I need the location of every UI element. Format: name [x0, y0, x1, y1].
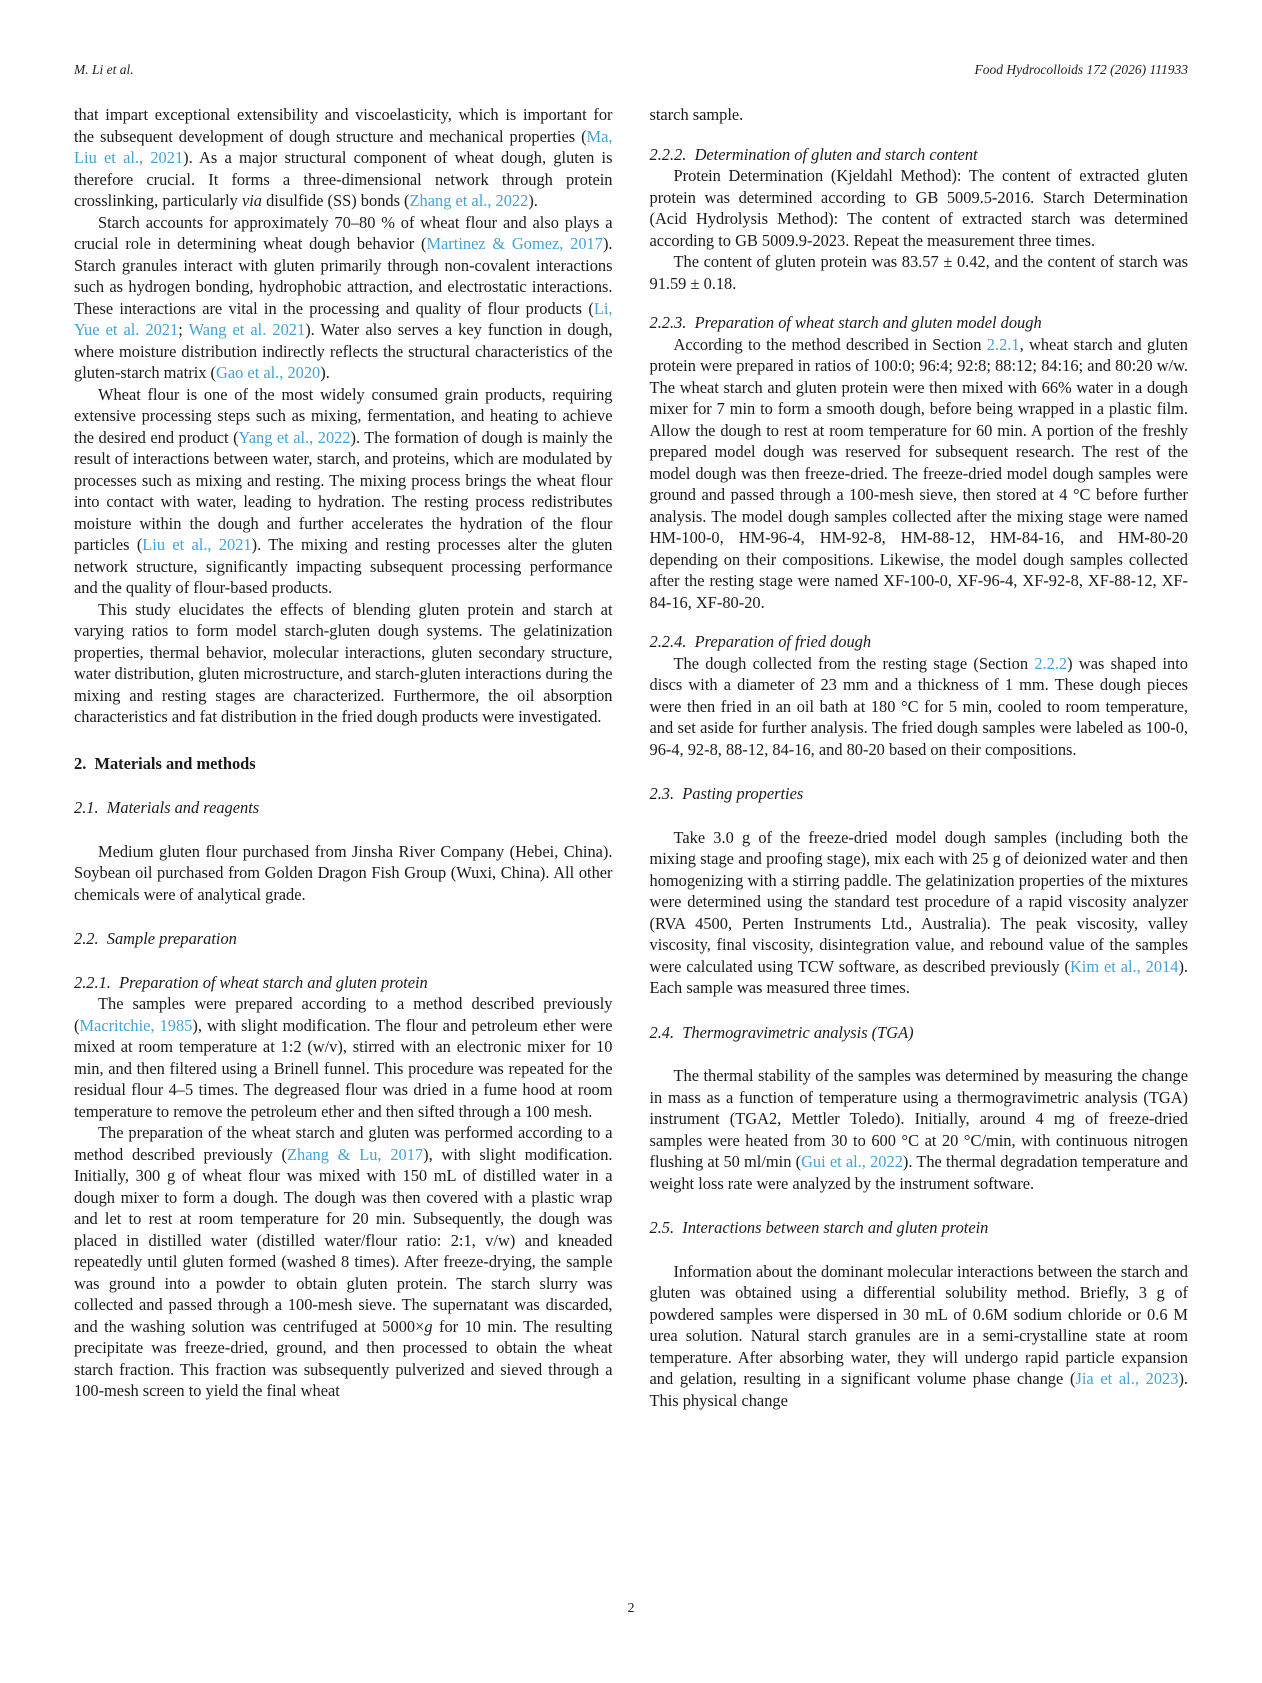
text-run: ). Starch granules interact with gluten primarily through non-covalent interactions such as hydrogen bonding, hydrophobic attraction, and electrostatic interactions. These interactions are vital in the processing and quality of flour products ( [74, 234, 613, 318]
paragraph [650, 165, 1189, 251]
paragraph [74, 841, 613, 906]
text-run: for 10 min. The resulting precipitate was freeze-dried, ground, and then processed to obtain the wheat starch fraction. This fraction was subsequently pulverized and sieved through a 100-mesh screen to yield the final wheat [74, 1316, 613, 1400]
citation-link[interactable]: Wang et al. 2021 [188, 320, 306, 339]
text-run: The preparation of the wheat starch and gluten was performed according to a method described previously ( [74, 1123, 613, 1164]
section-heading [74, 753, 613, 775]
citation-link[interactable]: Li, Yue et al. 2021 [74, 298, 613, 339]
text-run: 2.2.4. Preparation of fried dough [649, 632, 872, 651]
text-run: starch sample. [649, 105, 744, 124]
paragraph [650, 1261, 1189, 1412]
text-run: , wheat starch and gluten protein were prepared in ratios of 100:0; 96:4; 92:8; 88:12; 84:16; and 80:20 w/w. The wheat starch and gluten protein were then mixed with 66% water in a dough mixer for 7 min to form a smooth dough, before being wrapped in a plastic film. Allow the dough to rest at room temperature for 60 min. A portion of the freshly prepared model dough was reserved for subsequent research. The rest of the model dough was then freeze-dried. The freeze-dried model dough samples were ground and passed through a 100-mesh sieve, then stored at 4 °C before further analysis. The model dough samples collected after the mixing stage were named HM-100-0, HM-96-4, HM-92-8, HM-88-12, HM-84-16, and HM-80-20 depending on their compositions. Likewise, the model dough samples collected after the resting stage were named XF-100-0, XF-96-4, XF-92-8, XF-88-12, XF-84-16, XF-80-20. [649, 334, 1188, 612]
paragraph [74, 1122, 613, 1402]
section-heading [650, 144, 1189, 166]
citation-link[interactable]: Yang et al., 2022 [238, 427, 351, 447]
section-heading [74, 972, 613, 994]
section-heading [650, 1022, 1189, 1044]
text-run: The samples were prepared according to a method described previously ( [74, 994, 613, 1035]
text-run: disulfide (SS) bonds ( [262, 191, 410, 210]
paragraph [650, 827, 1189, 999]
paragraph [74, 599, 613, 728]
left-column [74, 104, 613, 1411]
citation-link[interactable]: Zhang et al., 2022 [409, 191, 529, 210]
section-heading [650, 783, 1189, 805]
emphasis-text: via [241, 191, 262, 210]
section-heading [650, 1217, 1189, 1239]
citation-link[interactable]: Jia et al., 2023 [1075, 1369, 1179, 1388]
text-run: Wheat flour is one of the most widely consumed grain products, requiring extensive processing steps such as mixing, fermentation, and heating to achieve the desired end product ( [74, 384, 613, 447]
text-run: 2.2.1. Preparation of wheat starch and gluten protein [74, 972, 428, 992]
text-run: ), with slight modification. Initially, 300 g of wheat flour was mixed with 150 mL of distilled water in a dough mixer to form a dough. The dough was then covered with a plastic wrap and let to rest at room temperature for 20 min. Subsequently, the dough was placed in distilled water (distilled water/flour ratio: 2:1, v/w) and kneaded repeatedly until gluten formed (washed 8 times). After freeze-drying, the sample was ground into a powder to obtain gluten protein. The starch slurry was collected and passed through a 100-mesh sieve. The supernatant was discarded, and the washing solution was centrifuged at 5000× [74, 1144, 613, 1336]
citation-link[interactable]: Gui et al., 2022 [801, 1152, 903, 1171]
paragraph [74, 993, 613, 1122]
text-run: ). Water also serves a key function in dough, where moisture distribution indirectly reflects the structural characteristics of the gluten-starch matrix ( [74, 320, 613, 382]
section-heading [74, 797, 613, 819]
citation-link[interactable]: Martinez & Gomez, 2017 [426, 234, 603, 253]
text-run: ). The mixing and resting processes alter the gluten network structure, significantly impacting subsequent processing performance and the quality of flour-based products. [74, 535, 613, 597]
section-heading [650, 312, 1189, 334]
emphasis-text: g [424, 1316, 433, 1336]
text-run: 2.2.2. Determination of gluten and starch content [649, 144, 978, 164]
text-run: 2.2.3. Preparation of wheat starch and gluten model dough [649, 313, 1042, 332]
citation-link[interactable]: Zhang & Lu, 2017 [287, 1144, 424, 1164]
section-heading [74, 928, 613, 950]
text-run: ; [178, 320, 189, 339]
paragraph [650, 104, 1189, 126]
text-run: The thermal stability of the samples was determined by measuring the change in mass as a function of temperature using a thermogravimetric analysis (TGA) instrument (TGA2, Mettler Toledo). Initially, around 4 mg of freeze-dried samples were heated from 30 to 600 °C at 20 °C/min, with continuous nitrogen flushing at 50 ml/min ( [649, 1066, 1188, 1171]
citation-link[interactable]: Kim et al., 2014 [1069, 956, 1179, 976]
citation-link[interactable]: Macritchie, 1985 [79, 1015, 193, 1035]
citation-link[interactable]: Ma, Liu et al., 2021 [74, 126, 613, 167]
text-run: that impart exceptional extensibility and viscoelasticity, which is important for the subsequent development of dough structure and mechanical properties ( [74, 105, 613, 146]
citation-link[interactable]: Gao et al., 2020 [216, 363, 321, 382]
text-run: ). The formation of dough is mainly the result of interactions between water, starch, and proteins, which are modulated by processes such as mixing and resting. The mixing process brings the wheat flour into contact with water, leading to hydration. The resting process redistributes moisture within the dough and further accelerates the hydration of the flour particles ( [74, 427, 613, 554]
text-run: The content of gluten protein was 83.57 ± 0.42, and the content of starch was 91.59 ± 0.18. [649, 252, 1188, 293]
text-run: Starch accounts for approximately 70–80 % of wheat flour and also plays a crucial role in determining wheat dough behavior ( [74, 212, 613, 253]
text-run: 2.5. Interactions between starch and gluten protein [649, 1218, 989, 1237]
text-run: ). The thermal degradation temperature and weight loss rate were analyzed by the instrument software. [649, 1152, 1188, 1193]
text-run: ). [320, 363, 330, 382]
page-number: 2 [627, 1601, 635, 1616]
text-run: Protein Determination (Kjeldahl Method): The content of extracted gluten protein was determined according to GB 5009.5-2016. Starch Determination (Acid Hydrolysis Method): The content of extracted starch was determined according to GB 5009.9-2023. Repeat the measurement three times. [649, 166, 1188, 250]
text-run: Medium gluten flour purchased from Jinsha River Company (Hebei, China). Soybean oil purchased from Golden Dragon Fish Group (Wuxi, China). All other chemicals were of analytical grade. [74, 841, 613, 904]
paragraph [650, 1065, 1189, 1194]
paragraph [74, 104, 613, 212]
text-run: ). [528, 191, 538, 210]
paragraph [74, 212, 613, 384]
text-run: ). This physical change [649, 1369, 1188, 1410]
paragraph [650, 251, 1189, 294]
two-column-body [74, 104, 1188, 1411]
text-run: The dough collected from the resting stage (Section [673, 653, 1035, 673]
section-heading [650, 631, 1189, 653]
text-run: 2.3. Pasting properties [649, 784, 804, 803]
text-run: Information about the dominant molecular interactions between the starch and gluten was obtained using a differential solubility method. Briefly, 3 g of powdered samples were dispersed in 30 mL of 0.6M sodium chloride or 0.6 M urea solution. Natural starch granules are in a semi-crystalline state at room temperature. After absorbing water, they will undergo rapid particle expansion and gelation, resulting in a significant volume phase change ( [649, 1261, 1188, 1388]
paragraph [650, 334, 1189, 614]
text-run: ), with slight modification. The flour and petroleum ether were mixed at room temperature at 1:2 (w/v), stirred with an electronic mixer for 10 min, and then filtered using a Brinell funnel. This procedure was repeated for the residual flour 4–5 times. The degreased flour was dried in a fume hood at room temperature to remove the petroleum ether and then sifted through a 100 mesh. [74, 1015, 613, 1121]
paragraph [650, 653, 1189, 761]
text-run: 2.2. Sample preparation [74, 929, 237, 948]
text-run: This study elucidates the effects of blending gluten protein and starch at varying ratios to form model starch-gluten dough systems. The gelatinization properties, thermal behavior, molecular interactions, gluten secondary structure, water distribution, gluten microstructure, and starch-gluten interactions during the mixing and resting stages are characterized. Furthermore, the oil absorption characteristics and fat distribution in the fried dough products were investigated. [74, 599, 613, 726]
text-run: Take 3.0 g of the freeze-dried model dough samples (including both the mixing stage and proofing stage), mix each with 25 g of deionized water and then homogenizing with a stirring paddle. The gelatinization properties of the mixtures were determined using the standard test procedure of a rapid viscosity analyzer (RVA 4500, Perten Instruments Ltd., Australia). The peak viscosity, valley viscosity, final viscosity, disintegration value, and rebound value of the samples were calculated using TCW software, as described previously ( [649, 827, 1188, 976]
citation-link[interactable]: 2.2.1 [986, 334, 1020, 354]
paragraph [74, 384, 613, 599]
text-run: According to the method described in Section [673, 334, 987, 354]
right-column [650, 104, 1189, 1411]
page-header [74, 62, 1188, 78]
page-footer [0, 1601, 1262, 1617]
text-run: ). As a major structural component of wheat dough, gluten is therefore crucial. It forms a three-dimensional network through protein crosslinking, particularly [74, 148, 613, 210]
journal-citation: Food Hydrocolloids 172 (2026) 111933 [974, 62, 1188, 77]
text-run: 2.4. Thermogravimetric analysis (TGA) [649, 1022, 914, 1042]
running-author: M. Li et al. [74, 62, 134, 77]
text-run: 2. Materials and methods [74, 753, 256, 773]
citation-link[interactable]: Liu et al., 2021 [142, 535, 252, 554]
text-run: 2.1. Materials and reagents [74, 798, 260, 817]
citation-link[interactable]: 2.2.2 [1034, 653, 1068, 673]
text-run: ). Each sample was measured three times. [649, 956, 1188, 997]
text-run: ) was shaped into discs with a diameter of 23 mm and a thickness of 1 mm. These dough pieces were then fried in an oil bath at 180 °C for 5 min, cooled to room temperature, and set aside for further analysis. The fried dough samples were labeled as 100-0, 96-4, 92-8, 88-12, 84-16, and 80-20 based on their compositions. [649, 653, 1188, 759]
